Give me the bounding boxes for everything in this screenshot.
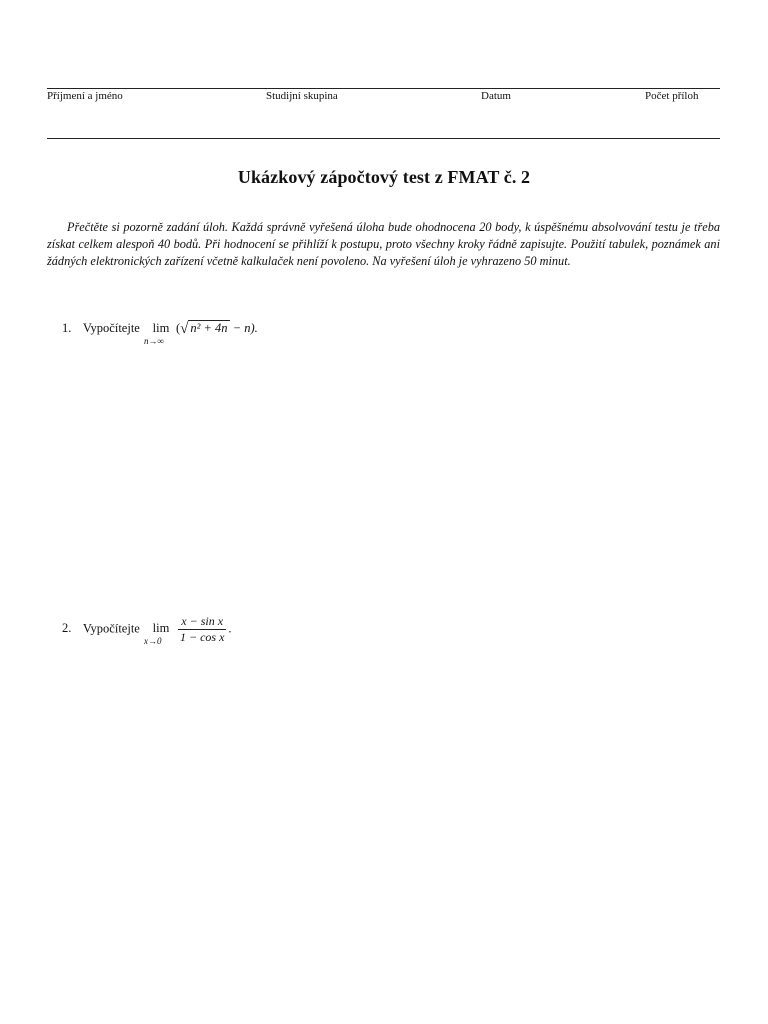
task-2-lim-subscript: x→0 — [143, 636, 162, 647]
task-1 — [62, 320, 258, 346]
task-2-number: 2. — [62, 621, 72, 636]
task-2-period: . — [228, 621, 232, 636]
task-2-denominator: 1 − cos x — [179, 630, 225, 644]
header-top-rule — [47, 88, 720, 89]
task-1-radicand: n² + 4n — [190, 321, 228, 335]
task-1-open-paren: ( — [175, 321, 181, 335]
task-2-verb: Vypočítejte — [82, 621, 140, 636]
task-2 — [62, 614, 232, 645]
field-label-name: Příjmení a jméno — [47, 90, 123, 102]
task-1-lim: lim — [152, 321, 170, 335]
task-1-limit — [143, 320, 176, 346]
task-1-tail: − n). — [229, 321, 258, 335]
field-label-group: Studijní skupina — [266, 90, 338, 102]
header-bottom-rule — [47, 138, 720, 139]
task-1-number: 1. — [62, 321, 72, 335]
task-2-limit — [143, 620, 176, 647]
task-2-fraction — [178, 614, 226, 645]
task-2-numerator: x − sin x — [178, 614, 226, 630]
field-label-date: Datum — [481, 90, 511, 102]
task-2-lim: lim — [152, 621, 170, 636]
task-1-lim-subscript: n→∞ — [143, 336, 164, 346]
task-1-radical-sign: √ — [180, 321, 189, 337]
field-label-attachments: Počet příloh — [645, 90, 699, 102]
page-title: Ukázkový zápočtový test z FMAT č. 2 — [237, 167, 531, 187]
task-1-verb: Vypočítejte — [82, 321, 140, 335]
task-1-sqrt — [180, 320, 229, 336]
instructions — [47, 219, 720, 270]
instructions-text: Přečtěte si pozorně zadání úloh. Každá správně vyřešená úloha bude ohodnocena 20 body, k úspěšnému absolvování testu je třeba získat celkem alespoň 40 bodů. Při hodnocení se přihlíží k postupu, proto všechny kroky řádně zapisujte. Použití tabulek, poznámek ani žádných elektronických zařízení včetně kalkulaček není povoleno. Na vyřešení úloh je vyhrazeno 50 minut. — [47, 220, 720, 268]
